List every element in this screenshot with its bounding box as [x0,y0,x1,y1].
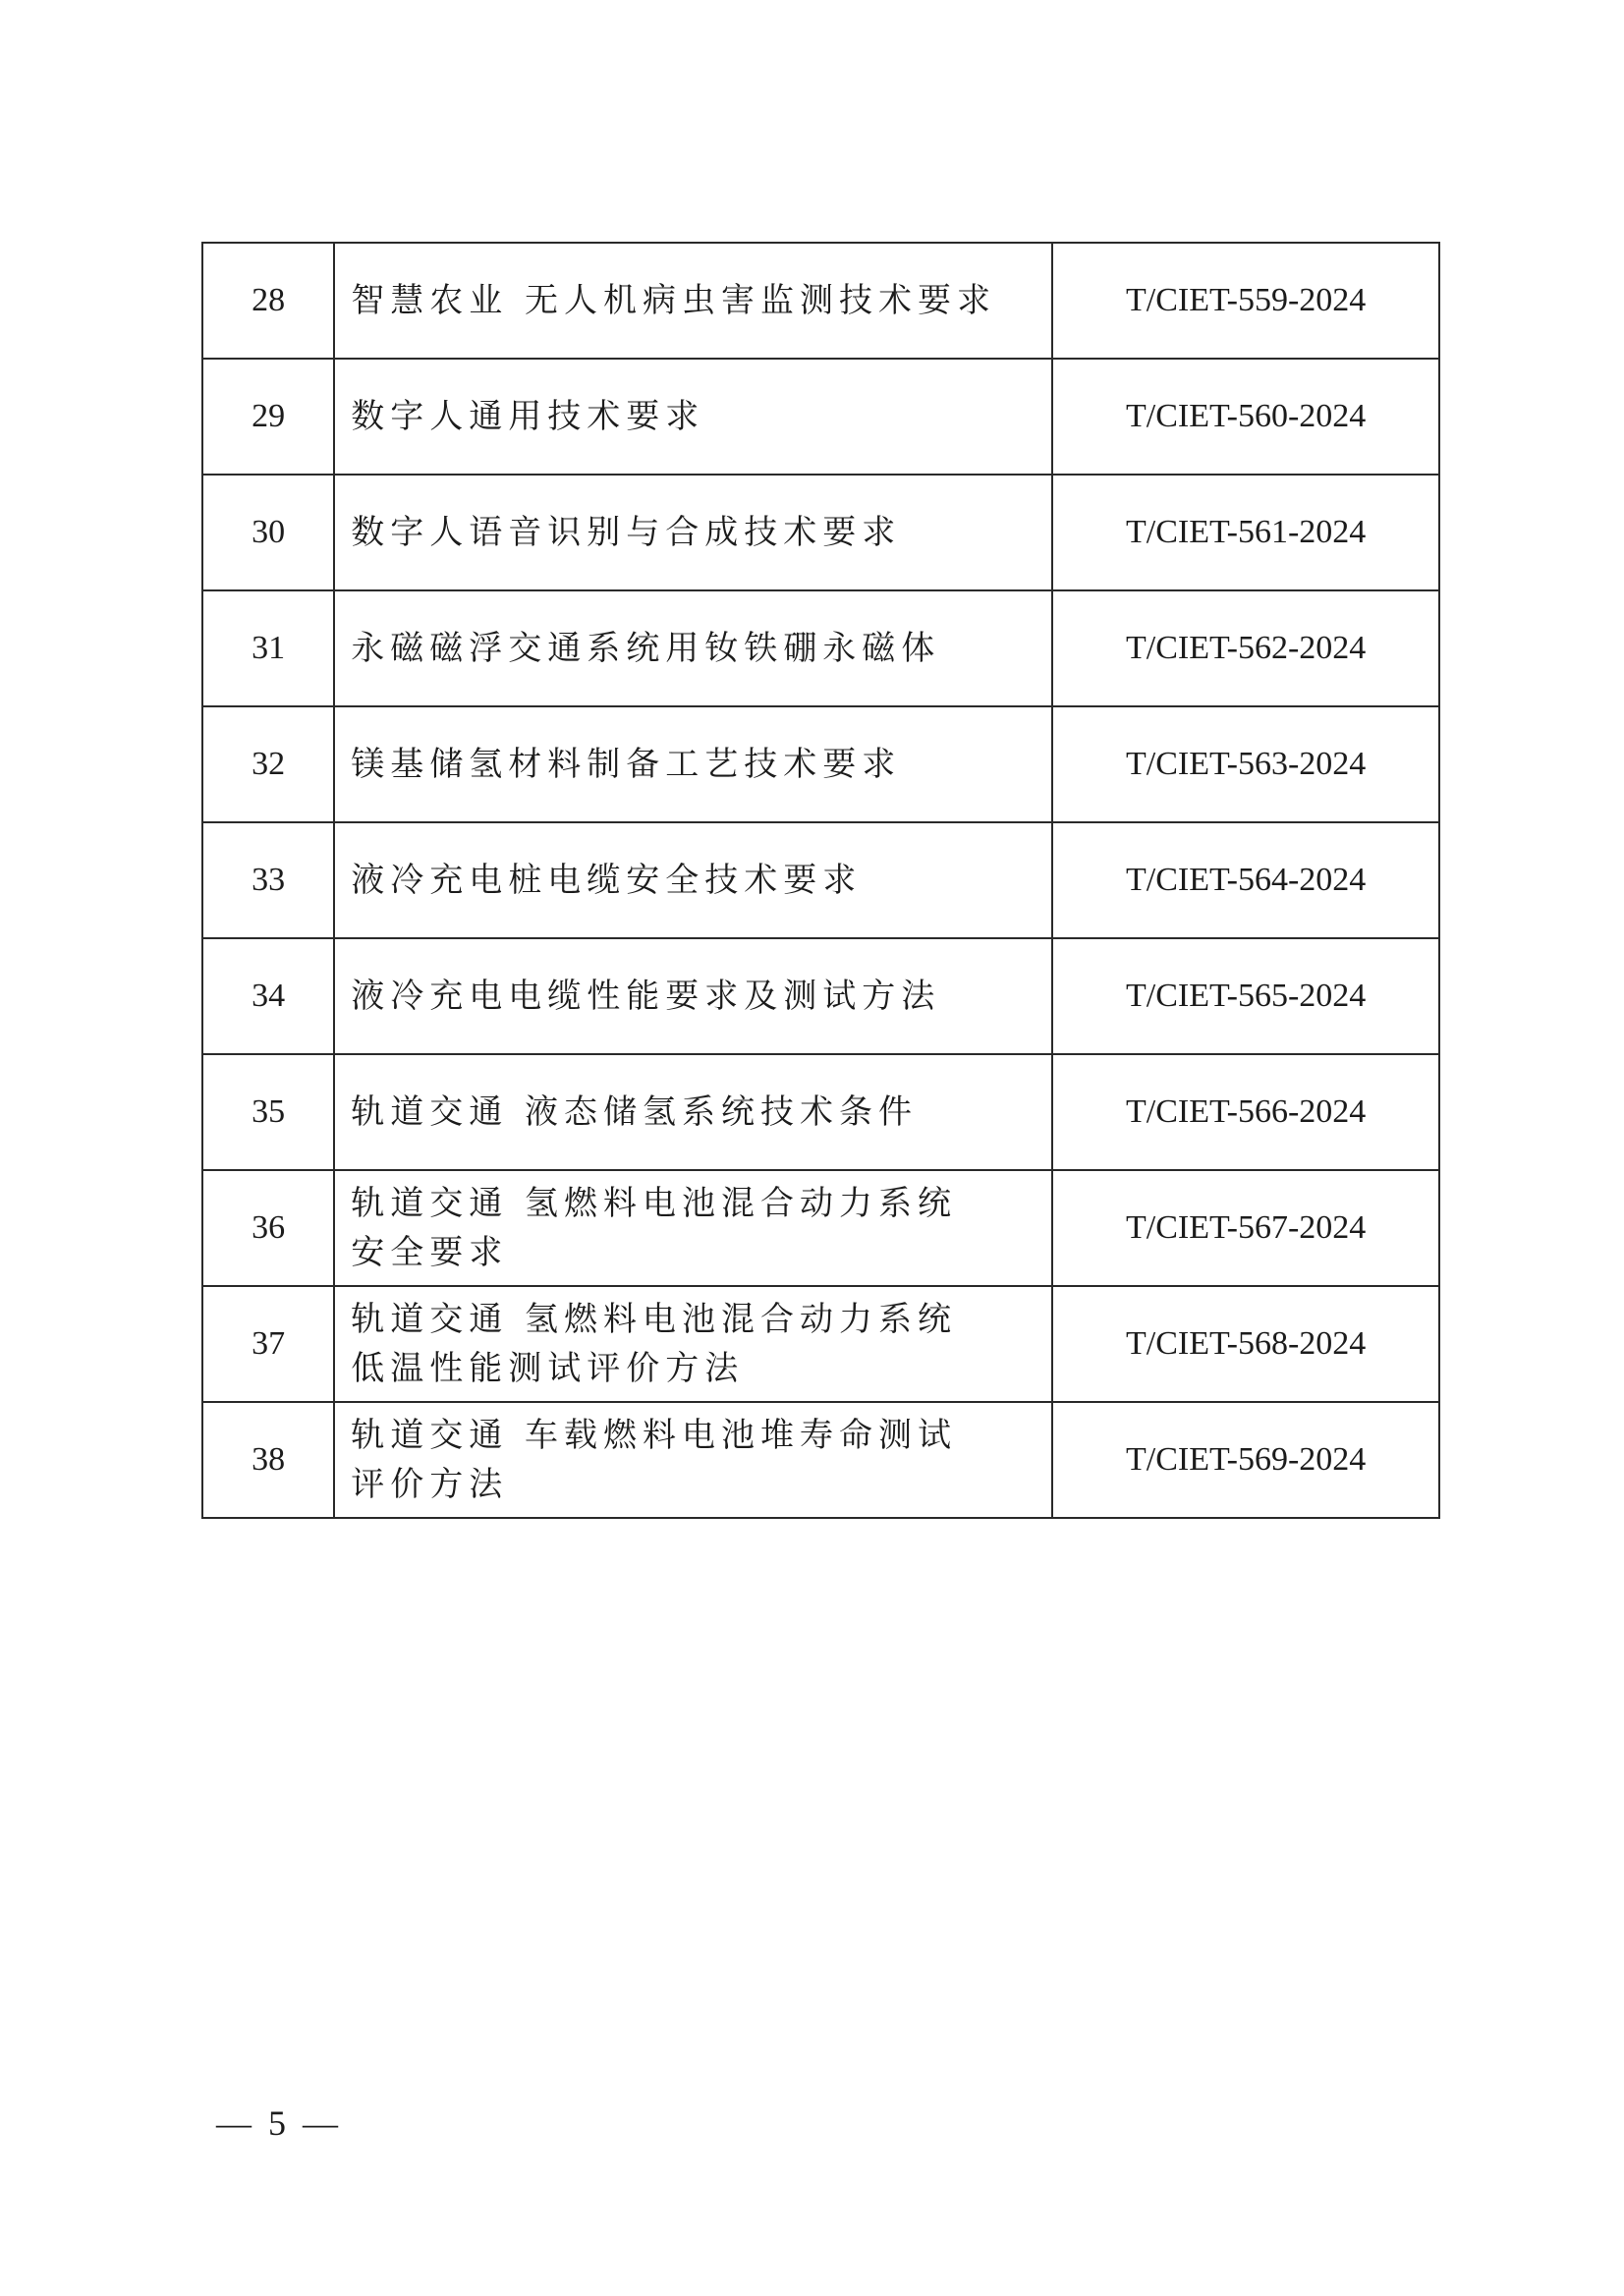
standard-code: T/CIET-559-2024 [1052,243,1439,359]
standard-name-line: 数字人通用技术要求 [351,397,705,436]
standard-code: T/CIET-569-2024 [1052,1402,1439,1518]
standard-name-line: 轨道交通 液态储氢系统技术条件 [351,1092,919,1132]
standard-code: T/CIET-567-2024 [1052,1170,1439,1286]
standard-name-line: 轨道交通 车载燃料电池堆寿命测试 [351,1416,958,1455]
standard-name [334,822,1052,938]
standard-name-line: 液冷充电电缆性能要求及测试方法 [351,977,941,1016]
standard-code: T/CIET-561-2024 [1052,475,1439,590]
standard-name-line: 轨道交通 氢燃料电池混合动力系统 [351,1184,958,1223]
standard-name [334,1402,1052,1518]
row-number: 28 [202,243,334,359]
standards-table [201,242,1440,1519]
table-row [202,590,1439,706]
row-number: 37 [202,1286,334,1402]
standard-name [334,1286,1052,1402]
row-number: 31 [202,590,334,706]
standard-name-line: 智慧农业 无人机病虫害监测技术要求 [351,281,997,320]
table-row [202,1054,1439,1170]
standard-code: T/CIET-563-2024 [1052,706,1439,822]
row-number: 33 [202,822,334,938]
standard-name [334,475,1052,590]
standard-name-line: 评价方法 [351,1465,509,1504]
standard-name [334,706,1052,822]
standard-name-line: 安全要求 [351,1233,509,1272]
standard-name-line: 镁基储氢材料制备工艺技术要求 [351,745,902,784]
standard-code: T/CIET-560-2024 [1052,359,1439,475]
standard-name-line: 永磁磁浮交通系统用钕铁硼永磁体 [351,629,941,668]
standard-name-line: 液冷充电桩电缆安全技术要求 [351,861,863,900]
row-number: 34 [202,938,334,1054]
table-row [202,706,1439,822]
table-row [202,475,1439,590]
row-number: 32 [202,706,334,822]
standard-name [334,1170,1052,1286]
standard-name [334,243,1052,359]
standard-name-line: 数字人语音识别与合成技术要求 [351,513,902,552]
row-number: 30 [202,475,334,590]
standard-name-line: 低温性能测试评价方法 [351,1349,745,1388]
standard-code: T/CIET-565-2024 [1052,938,1439,1054]
table-row [202,243,1439,359]
standard-name [334,1054,1052,1170]
standard-code: T/CIET-564-2024 [1052,822,1439,938]
row-number: 38 [202,1402,334,1518]
table-row [202,359,1439,475]
standard-name-line: 轨道交通 氢燃料电池混合动力系统 [351,1300,958,1339]
standard-code: T/CIET-566-2024 [1052,1054,1439,1170]
standard-code: T/CIET-562-2024 [1052,590,1439,706]
standard-name [334,938,1052,1054]
table-row [202,822,1439,938]
standard-name [334,590,1052,706]
row-number: 35 [202,1054,334,1170]
row-number: 36 [202,1170,334,1286]
table-row [202,1170,1439,1286]
standard-code: T/CIET-568-2024 [1052,1286,1439,1402]
page-number: — 5 — [216,2103,342,2143]
standard-name [334,359,1052,475]
table-row [202,938,1439,1054]
row-number: 29 [202,359,334,475]
table-row [202,1286,1439,1402]
standards-table-body [202,243,1439,1518]
table-row [202,1402,1439,1518]
